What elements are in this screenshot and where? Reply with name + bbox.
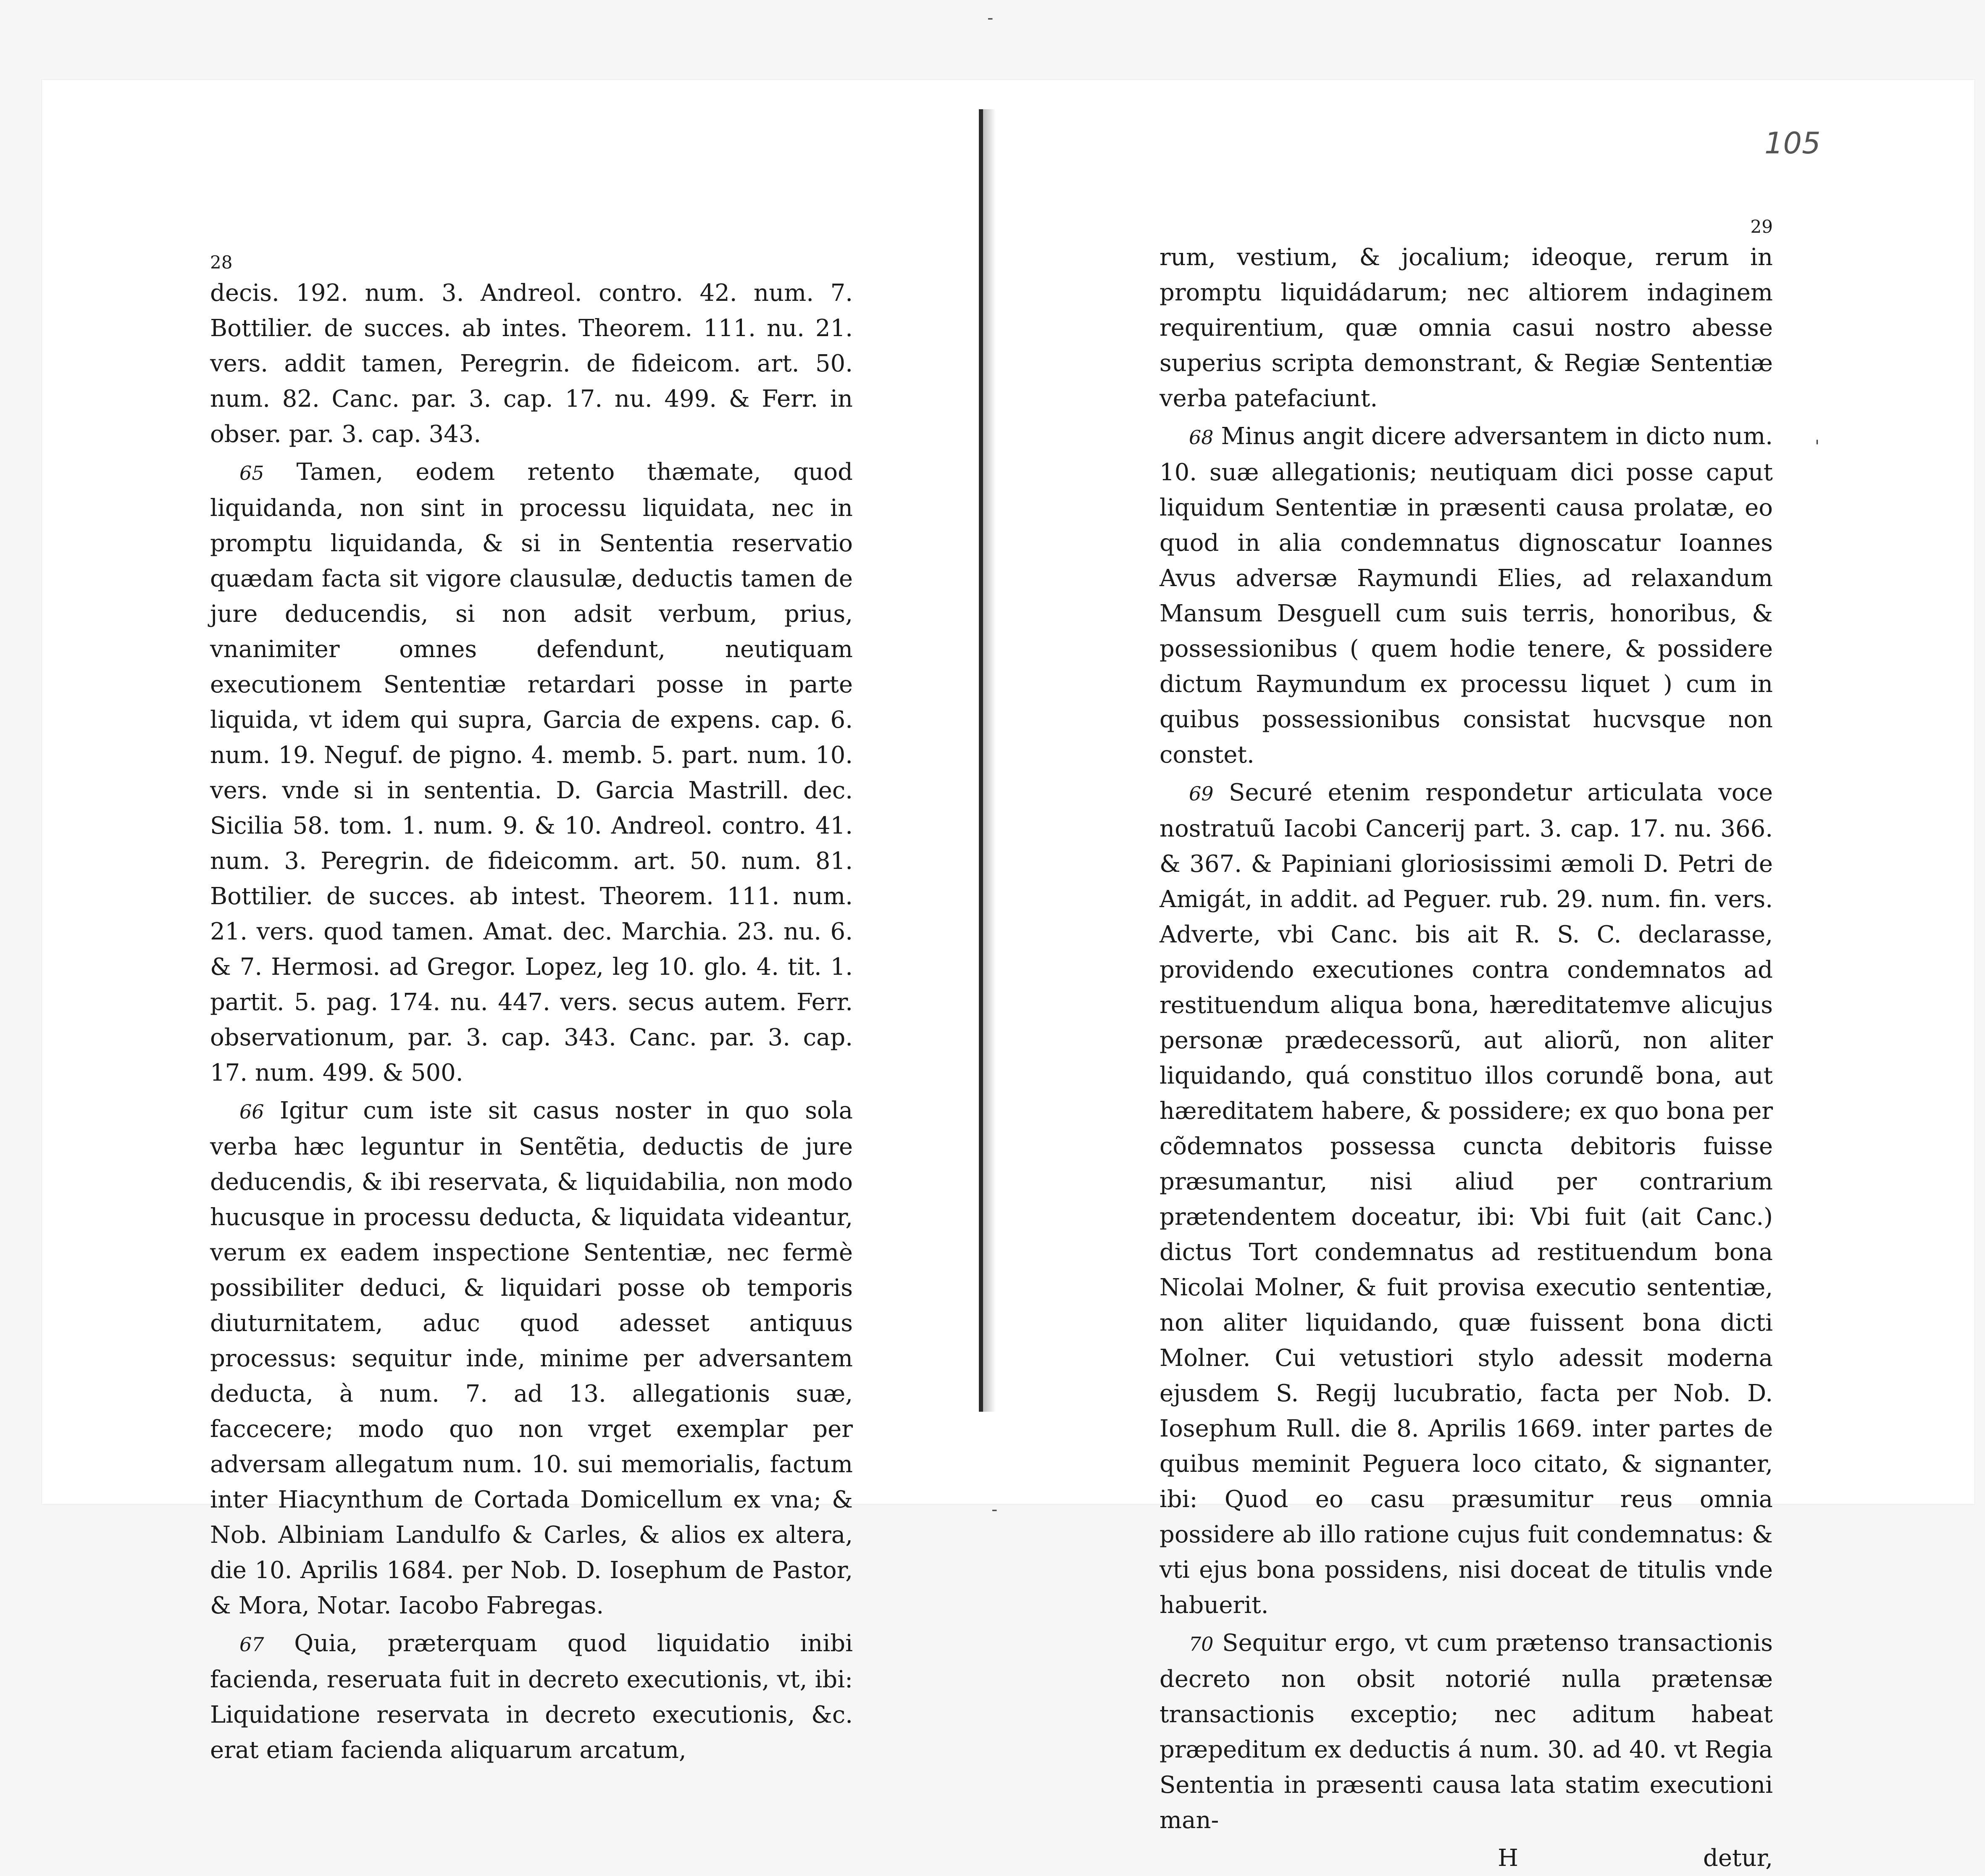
handwritten-folio-number: 105 — [1764, 126, 1821, 160]
paragraph-text: Minus angit dicere adversantem in dicto num. 10. suæ allegationis; neutiquam dici posse caput liquidum Sententiæ in præsenti causa prolatæ, eo quod in alia condemnatus dignoscatur Ioannes Avus adversæ Raymundi Elies, ad relaxandum Mansum Desguell cum suis terris, honoribus, & possessionibus ( quem hodie tenere, & possidere dictum Raymundum ex processu liquet ) cum in quibus possessionibus consistat hucvsque non constet. — [1159, 423, 1773, 768]
signature-mark: H — [1498, 1844, 1519, 1872]
paragraph-66 — [210, 1093, 853, 1623]
paragraph-text: Securé etenim respondetur articulata voce nostratuũ Iacobi Cancerij part. 3. cap. 17. nu. 366. & 367. & Papiniani gloriosissimi æmoli D. Petri de Amigát, in addit. ad Peguer. rub. 29. num. fin. vers. Adverte, vbi Canc. bis ait R. S. C. declarasse, providendo executiones contra condemnatos ad restituendum aliqua bona, hæreditatemve alicujus personæ prædecessorũ, aut aliorũ, non aliter liquidando, quá constituo illos corundẽ bona, aut hæreditatem habere, & possidere; ex quo bona per cõdemnatos possessa cuncta debitoris fuisse præsumantur, nisi aliud per contrarium prætendentem doceatur, ibi: Vbi fuit (ait Canc.) dictus Tort condemnatus ad restituendum bona Nicolai Molner, & fuit provisa executio sententiæ, non aliter liquidando, quæ fuissent bona dicti Molner. Cui vetustiori stylo adessit moderna ejusdem S. Regij lucubratio, facta per Nob. D. Iosephum Rull. die 8. Aprilis 1669. inter partes de quibus meminit Peguera loco citato, & signanter, ibi: Quod eo casu præsumitur reus omnia possidere ab illo ratione cujus fuit condemnatus: & vti ejus bona possidens, nisi doceat de titulis vnde habuerit. — [1159, 779, 1773, 1619]
paragraph-text: Tamen, eodem retento thæmate, quod liquidanda, non sint in processu liquidata, nec in promptu liquidanda, & si in Sententia reservatio quædam facta sit vigore clausulæ, deductis tamen de jure deducendis, si non adsit verbum, prius, vnanimiter omnes defendunt, neutiquam executionem Sententiæ retardari posse in parte liquida, vt idem qui supra, Garcia de expens. cap. 6. num. 19. Neguf. de pigno. 4. memb. 5. part. num. 10. vers. vnde si in sententia. D. Garcia Mastrill. dec. Sicilia 58. tom. 1. num. 9. & 10. Andreol. contro. 41. num. 3. Peregrin. de fideicomm. art. 50. num. 81. Bottilier. de succes. ab intest. Theorem. 111. num. 21. vers. quod tamen. Amat. dec. Marchia. 23. nu. 6. & 7. Hermosi. ad Gregor. Lopez, leg 10. glo. 4. tit. 1. partit. 5. pag. 174. nu. 447. vers. secus autem. Ferr. observationum, par. 3. cap. 343. Canc. par. 3. cap. 17. num. 499. & 500. — [210, 458, 853, 1087]
paragraph-text: Igitur cum iste sit casus noster in quo sola verba hæc leguntur in Sentẽtia, deductis de jure deducendis, & ibi reservata, & liquidabilia, non modo hucusque in processu deducta, & liquidata videantur, verum ex eadem inspectione Sententiæ, nec fermè possibiliter deduci, & liquidari posse ob temporis diuturnitatem, aduc quod adesset antiquus processus: sequitur inde, minime per adversantem deducta, à num. 7. ad 13. allegationis suæ, faccecere; modo quo non vrget exemplar per adversam allegatum num. 10. sui memorialis, factum inter Hiacynthum de Cortada Domicellum ex vna; & Nob. Albiniam Landulfo & Carles, & alios ex altera, die 10. Aprilis 1684. per Nob. D. Iosephum de Pastor, & Mora, Notar. Iacobo Fabregas. — [210, 1097, 853, 1619]
paragraph-number: 65 — [239, 462, 264, 484]
paragraph-68 — [1159, 419, 1773, 773]
bottom-mark: - — [991, 1500, 998, 1519]
paragraph-continuation — [210, 276, 853, 452]
paragraph-text: decis. 192. num. 3. Andreol. contro. 42. num. 7. Bottilier. de succes. ab intes. Theorem. 111. nu. 21. vers. addit tamen, Peregrin. de fideicom. art. 50. num. 82. Canc. par. 3. cap. 17. nu. 499. & Ferr. in obser. par. 3. cap. 343. — [210, 279, 853, 448]
page-number: 29 — [1750, 216, 1773, 237]
paragraph-number: 69 — [1189, 782, 1214, 805]
page-number: 28 — [210, 252, 233, 273]
paragraph-number: 70 — [1189, 1633, 1214, 1655]
page-footer — [1159, 1841, 1773, 1876]
right-page — [1159, 216, 1773, 1876]
catchword: detur, — [1703, 1844, 1773, 1872]
paragraph-number: 66 — [239, 1100, 264, 1123]
left-page — [210, 252, 853, 1771]
side-mark: ' — [1815, 437, 1819, 456]
paragraph-text: Sequitur ergo, vt cum prætenso transactionis decreto non obsit notorié nulla prætensæ transactionis exceptio; nec aditum habeat præpeditum ex deductis á num. 30. ad 40. vt Regia Sententia in præsenti causa lata statim executioni man- — [1159, 1629, 1773, 1834]
gutter-shadow — [983, 109, 996, 1412]
paragraph-65 — [210, 455, 853, 1091]
book-gutter — [979, 109, 983, 1412]
paragraph-67 — [210, 1626, 853, 1768]
paragraph-number: 67 — [239, 1633, 264, 1656]
paragraph-69 — [1159, 775, 1773, 1623]
paragraph-text: rum, vestium, & jocalium; ideoque, rerum in promptu liquidádarum; nec altiorem indaginem requirentium, quæ omnia casui nostro abesse superius scripta demonstrant, & Regiæ Sententiæ verba patefaciunt. — [1159, 244, 1773, 412]
paragraph-number: 68 — [1189, 426, 1214, 449]
paragraph-text: Quia, præterquam quod liquidatio inibi facienda, reseruata fuit in decreto executionis, vt, ibi: Liquidatione reservata in decreto executionis, &c. erat etiam facienda aliquarum arcatum, — [210, 1630, 853, 1764]
paragraph-continuation — [1159, 240, 1773, 416]
paragraph-70 — [1159, 1626, 1773, 1838]
top-mark: - — [987, 8, 994, 28]
